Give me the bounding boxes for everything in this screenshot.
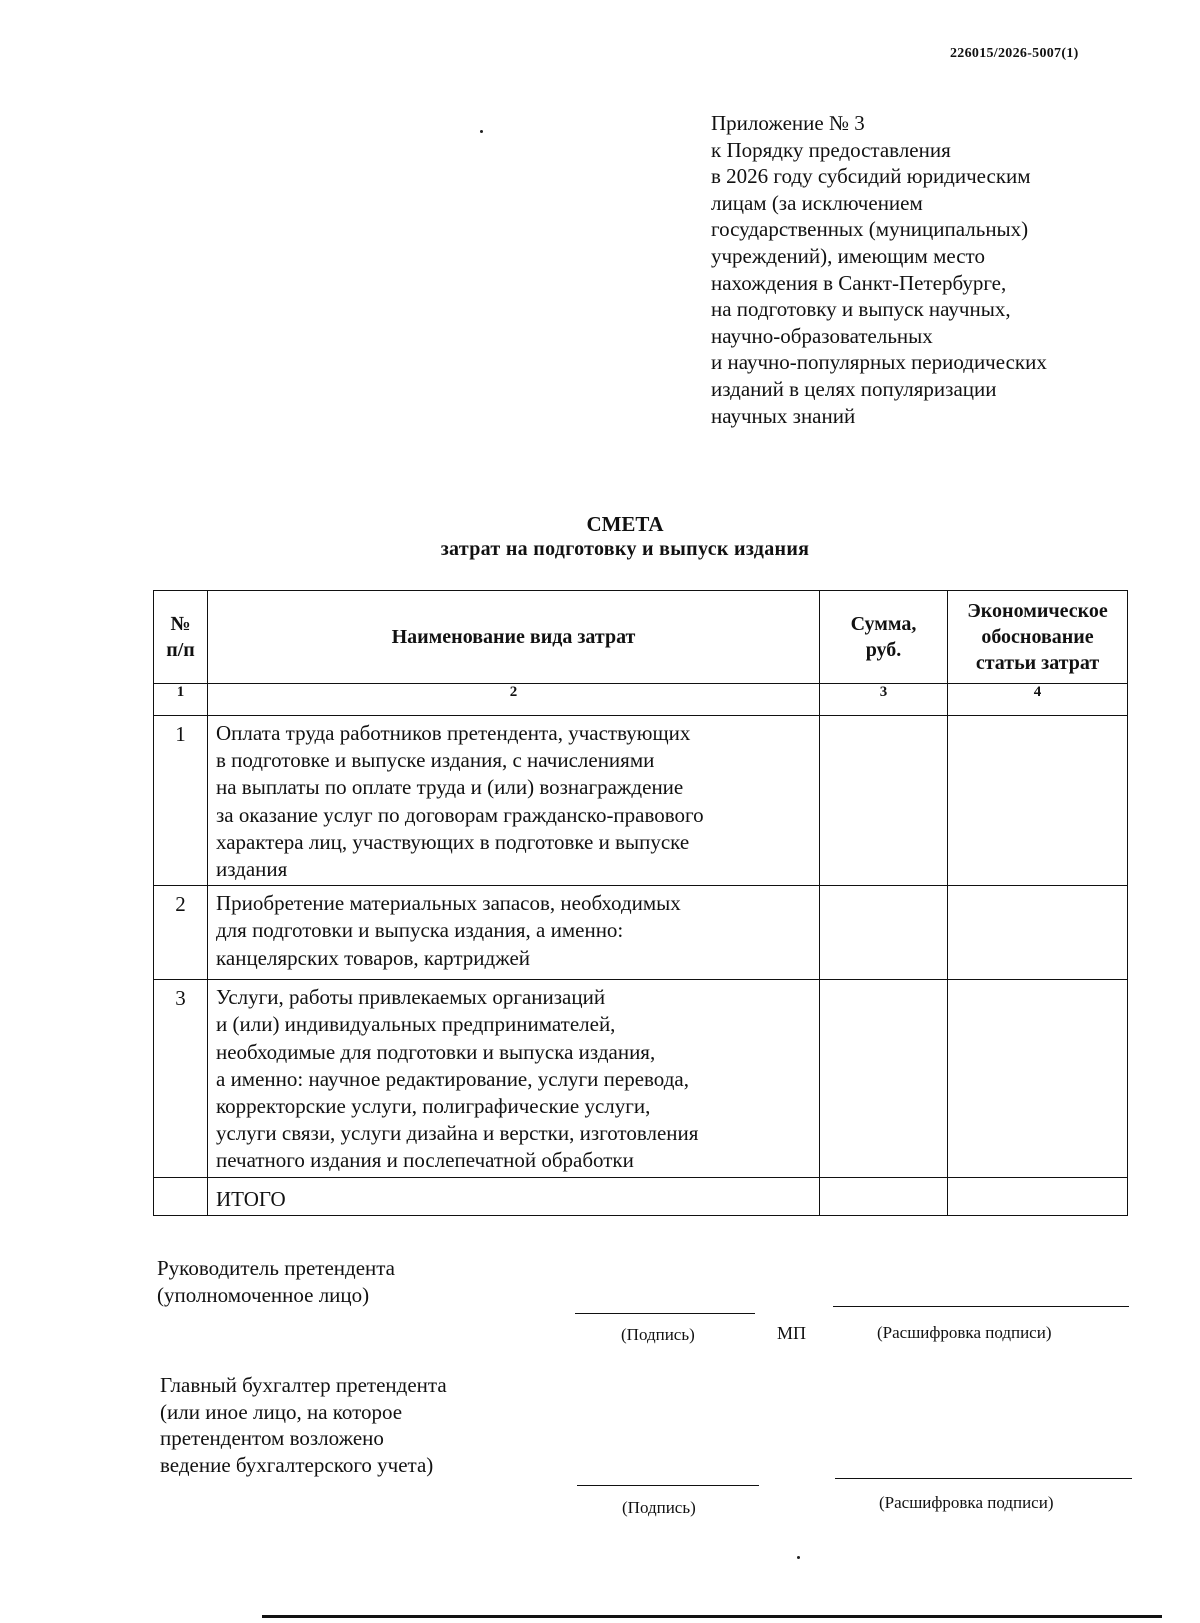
column-index: 3: [820, 684, 948, 716]
head-signature-caption: (Подпись): [621, 1325, 695, 1344]
row-name-line: канцелярских товаров, картриджей: [216, 945, 531, 970]
row-name-line: за оказание услуг по договорам гражданско-правового: [216, 802, 704, 827]
row-name-line: характера лиц, участвующих в подготовке и выпуске: [216, 829, 690, 854]
row-name-line: необходимые для подготовки и выпуска издания,: [216, 1039, 656, 1064]
document-id: 226015/2026-5007(1): [950, 46, 1079, 61]
row-sum-field[interactable]: [820, 716, 948, 886]
row-basis-field[interactable]: [948, 980, 1128, 1177]
row-name-line: корректорские услуги, полиграфические услуги,: [216, 1094, 651, 1119]
accountant-decoding-line[interactable]: [835, 1478, 1132, 1479]
row-number: 1: [154, 716, 208, 886]
scan-speck: [480, 130, 483, 133]
appendix-line: к Порядку предоставления: [711, 137, 951, 162]
head-signature-line[interactable]: [575, 1313, 755, 1314]
header-basis-line: Экономическое: [967, 600, 1108, 622]
header-sum: [820, 591, 948, 684]
row-name-line: для подготовки и выпуска издания, а именно:: [216, 918, 624, 943]
row-name: [208, 886, 820, 980]
accountant-signature-caption: (Подпись): [622, 1498, 696, 1517]
total-row: [154, 1177, 1128, 1215]
row-number: 2: [154, 886, 208, 980]
total-basis-field[interactable]: [948, 1177, 1128, 1215]
appendix-line: нахождения в Санкт-Петербурге,: [711, 270, 1007, 295]
head-signatory-line: Руководитель претендента: [157, 1256, 396, 1280]
header-name: Наименование вида затрат: [208, 591, 820, 684]
stamp-label: МП: [777, 1323, 807, 1343]
appendix-line: изданий в целях популяризации: [711, 376, 997, 401]
appendix-line: учреждений), имеющим место: [711, 243, 985, 268]
row-name-line: Оплата труда работников претендента, участвующих: [216, 721, 691, 745]
row-number: 3: [154, 980, 208, 1177]
row-name-line: в подготовке и выпуске издания, с начислениями: [216, 748, 655, 773]
row-name-line: услуги связи, услуги дизайна и верстки, изготовления: [216, 1121, 699, 1146]
header-number-line: п/п: [166, 639, 195, 661]
row-sum-field[interactable]: [820, 886, 948, 980]
total-number-cell: [154, 1177, 208, 1215]
accountant-signatory-line: Главный бухгалтер претендента: [160, 1373, 447, 1397]
row-name-line: и (или) индивидуальных предпринимателей,: [216, 1012, 616, 1037]
accountant-signatory-line: ведение бухгалтерского учета): [160, 1452, 434, 1477]
accountant-signatory-label: [160, 1372, 447, 1478]
head-signatory-label: [157, 1255, 395, 1308]
accountant-signatory-line: (или иное лицо, на которое: [160, 1399, 403, 1424]
table-row: [154, 716, 1128, 886]
scan-speck: [797, 1556, 800, 1559]
total-sum-field[interactable]: [820, 1177, 948, 1215]
row-name: [208, 980, 820, 1177]
header-basis-line: статьи затрат: [975, 652, 1100, 674]
head-signatory-line: (уполномоченное лицо): [157, 1282, 370, 1307]
total-label: ИТОГО: [208, 1177, 820, 1215]
table-row: [154, 886, 1128, 980]
accountant-signatory-line: претендентом возложено: [160, 1426, 384, 1451]
appendix-line: научно-образовательных: [711, 323, 933, 348]
row-name-line: а именно: научное редактирование, услуги перевода,: [216, 1066, 689, 1091]
row-basis-field[interactable]: [948, 886, 1128, 980]
page-bottom-rule: [262, 1615, 1162, 1618]
column-index: 4: [948, 684, 1128, 716]
header-basis-line: обоснование: [981, 626, 1094, 648]
appendix-line: на подготовку и выпуск научных,: [711, 297, 1011, 322]
appendix-line: лицам (за исключением: [711, 190, 923, 215]
appendix-line: Приложение № 3: [711, 111, 865, 135]
budget-table: [153, 590, 1128, 1216]
appendix-line: и научно-популярных периодических: [711, 350, 1047, 375]
appendix-line: в 2026 году субсидий юридическим: [711, 164, 1031, 189]
row-name-line: на выплаты по оплате труда и (или) вознаграждение: [216, 775, 684, 800]
header-basis: [948, 591, 1128, 684]
column-index: 2: [208, 684, 820, 716]
header-sum-line: руб.: [865, 639, 902, 661]
row-name-line: печатного издания и послепечатной обработки: [216, 1148, 634, 1173]
row-name: [208, 716, 820, 886]
accountant-signature-line[interactable]: [577, 1485, 759, 1486]
column-index-row: [154, 684, 1128, 716]
row-name-line: издания: [216, 857, 288, 882]
document-subtitle: затрат на подготовку и выпуск издания: [440, 538, 810, 560]
row-name-line: Приобретение материальных запасов, необходимых: [216, 891, 681, 916]
head-decoding-line[interactable]: [833, 1306, 1129, 1307]
header-number: [154, 591, 208, 684]
appendix-line: государственных (муниципальных): [711, 217, 1029, 242]
appendix-block: [711, 110, 1047, 429]
appendix-line: научных знаний: [711, 403, 856, 428]
header-number-line: №: [170, 613, 191, 635]
column-index: 1: [154, 684, 208, 716]
document-title: СМЕТА: [586, 512, 664, 536]
table-header-row: [154, 591, 1128, 684]
head-decoding-caption: (Расшифровка подписи): [877, 1323, 1052, 1342]
row-basis-field[interactable]: [948, 716, 1128, 886]
header-sum-line: Сумма,: [850, 613, 917, 635]
row-name-line: Услуги, работы привлекаемых организаций: [216, 985, 606, 1010]
row-sum-field[interactable]: [820, 980, 948, 1177]
accountant-decoding-caption: (Расшифровка подписи): [879, 1493, 1054, 1512]
table-row: [154, 980, 1128, 1177]
